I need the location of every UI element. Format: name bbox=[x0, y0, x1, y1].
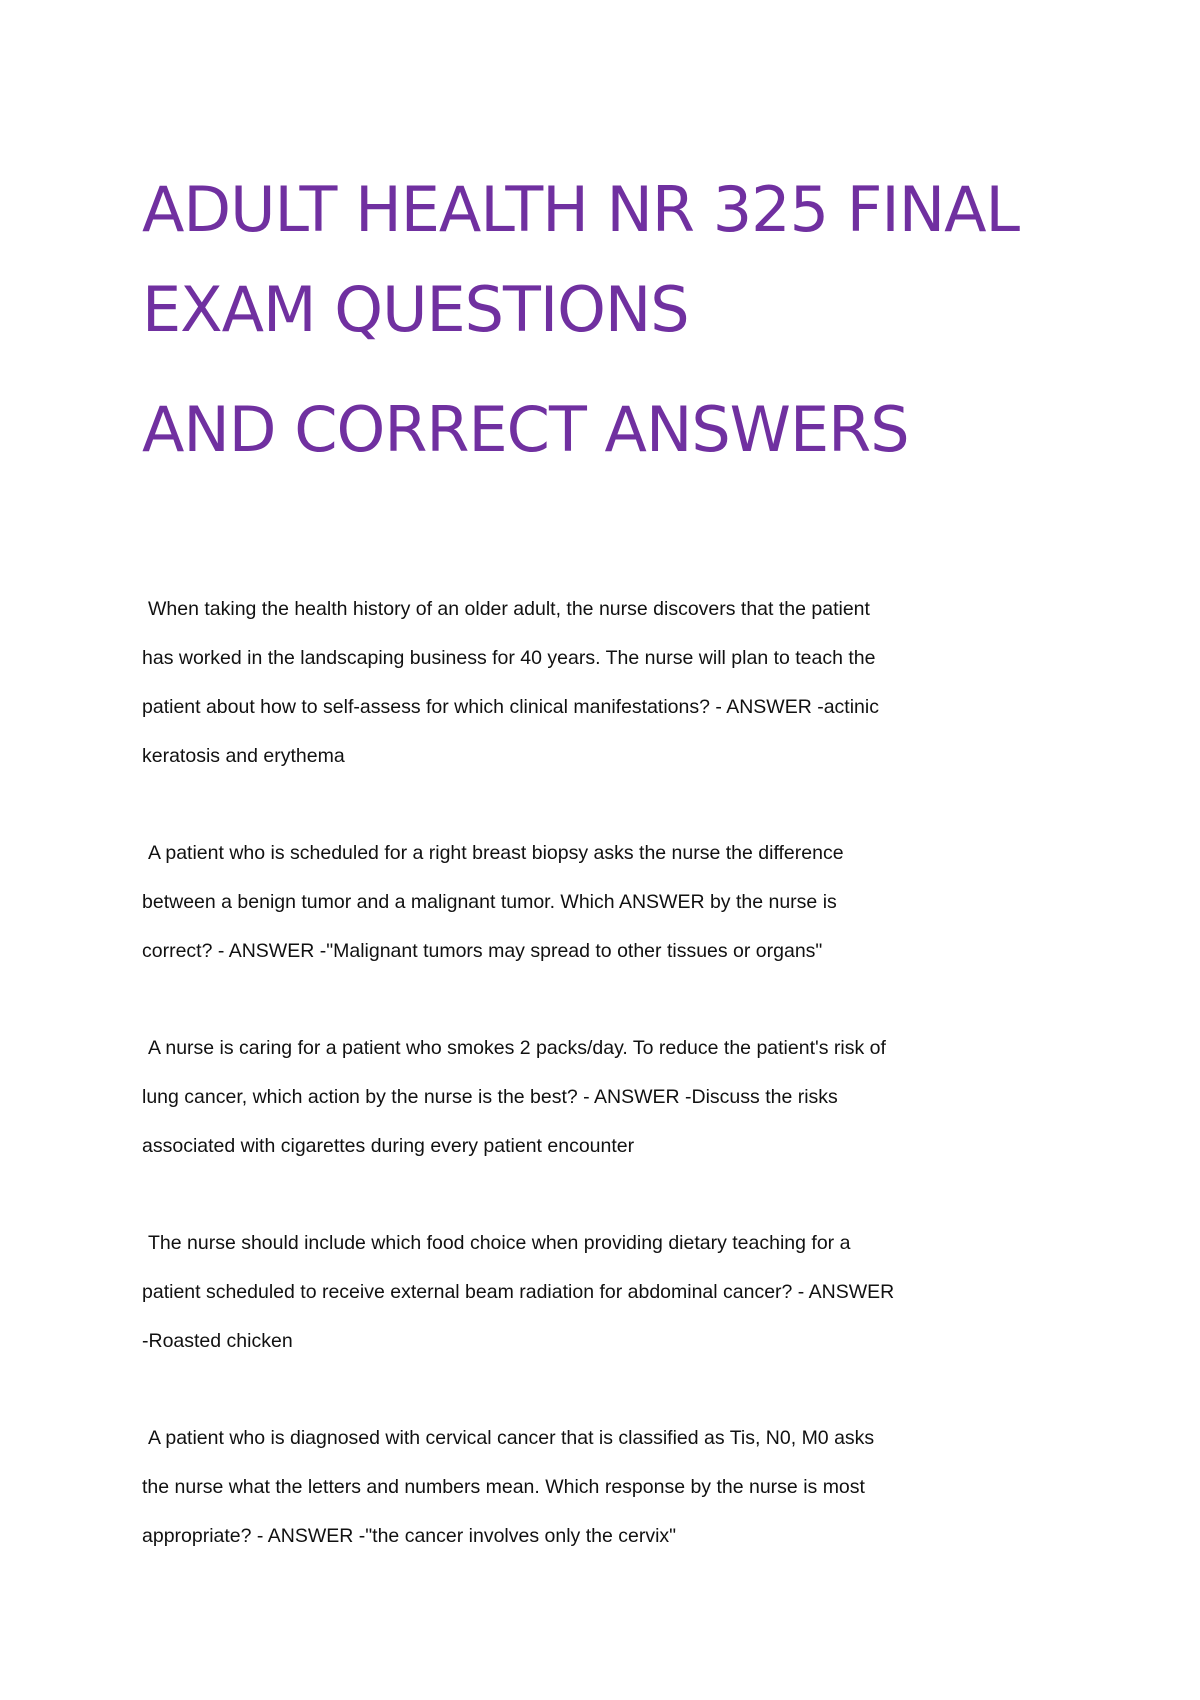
qa-item-5 bbox=[142, 1414, 902, 1561]
title-line-2: EXAM QUESTIONS bbox=[142, 273, 689, 346]
qa-text: A patient who is scheduled for a right breast biopsy asks the nurse the difference between a benign tumor and a malignant tumor. Which ANSWER by the nurse is correct? - ANSWER -"Malignant tumors may spread to other tissues or organs" bbox=[142, 842, 844, 962]
qa-text: A patient who is diagnosed with cervical cancer that is classified as Tis, N0, M0 asks the nurse what the letters and numbers mean. Which response by the nurse is most appropriate? - ANSWER -"the cancer involves only the cervix" bbox=[142, 1427, 875, 1547]
qa-item-1 bbox=[142, 585, 902, 781]
qa-item-4 bbox=[142, 1219, 902, 1366]
document-title bbox=[142, 160, 1102, 480]
qa-text: When taking the health history of an older adult, the nurse discovers that the patient has worked in the landscaping business for 40 years. The nurse will plan to teach the patient about how to self-assess for which clinical manifestations? - ANSWER -actinic keratosis and erythema bbox=[142, 598, 879, 767]
question-answer-list bbox=[142, 585, 902, 1609]
title-line-1: ADULT HEALTH NR 325 FINAL bbox=[142, 173, 1020, 246]
qa-item-3 bbox=[142, 1024, 902, 1171]
title-line-3: AND CORRECT ANSWERS bbox=[142, 393, 909, 466]
qa-item-2 bbox=[142, 829, 902, 976]
qa-text: A nurse is caring for a patient who smokes 2 packs/day. To reduce the patient's risk of lung cancer, which action by the nurse is the best? - ANSWER -Discuss the risks associated with cigarettes during every patient encounter bbox=[142, 1037, 886, 1157]
qa-text: The nurse should include which food choice when providing dietary teaching for a patient scheduled to receive external beam radiation for abdominal cancer? - ANSWER -Roasted chicken bbox=[142, 1232, 895, 1352]
